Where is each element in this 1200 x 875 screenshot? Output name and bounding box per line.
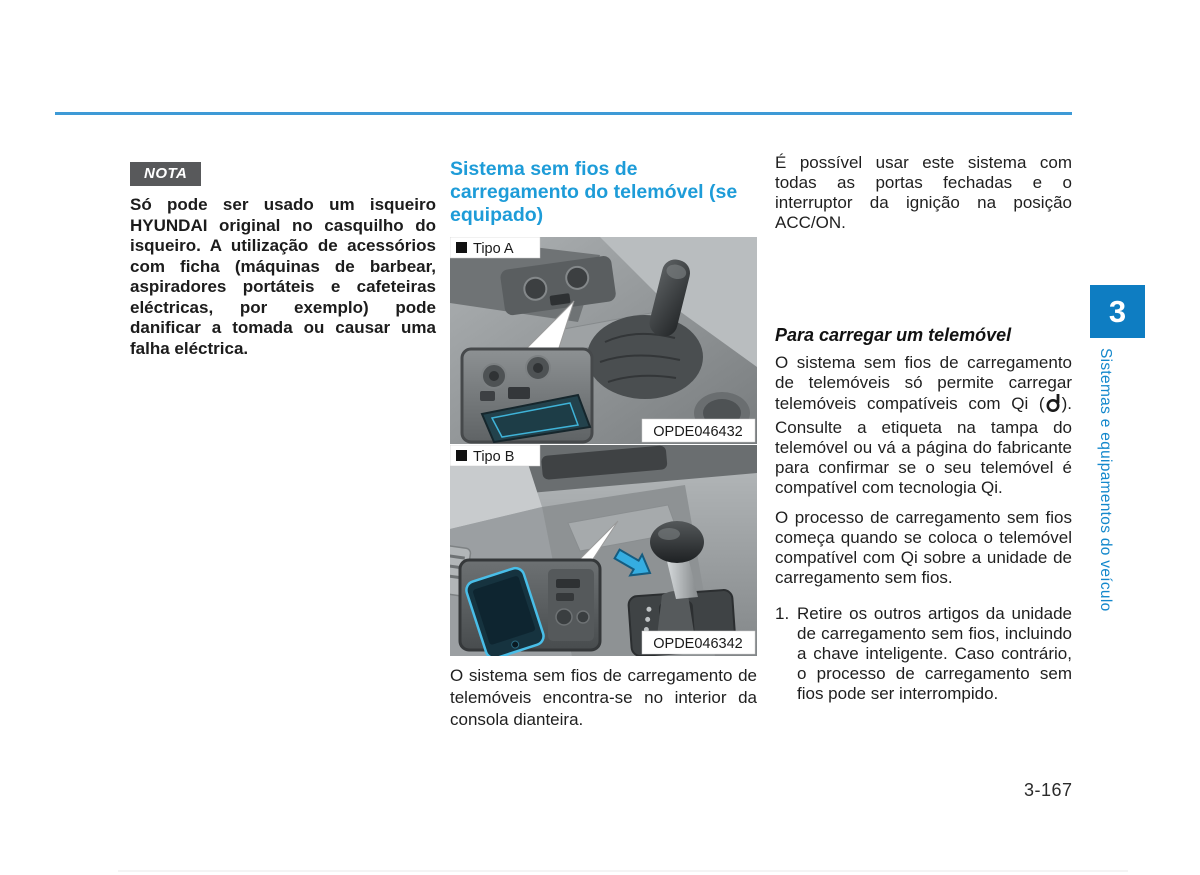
figure-caption: O sistema sem fios de carregamento de telemóveis encontra-se no interior da consola dianteira. [450,666,757,729]
subsection-heading: Para carregar um telemóvel [775,325,1012,345]
svg-text:OPDE046342: OPDE046342 [653,636,743,652]
chapter-tab [1090,285,1145,338]
svg-text:OPDE046432: OPDE046432 [653,424,743,440]
list-number: 1. [775,604,790,623]
figure-code-label [642,419,755,442]
figure-tipo-a [450,237,757,444]
nota-body-text: Só pode ser usado um isqueiro HYUNDAI original no casquilho do isqueiro. A utilização de acessórios com ficha (máquinas de barbear, aspiradores portáteis e cafeteiras eléctricas, por exemplo) pode danificar a tomada ou causar uma falha eléctrica. [130,195,436,358]
chapter-label-vertical: Sistemas e equipamentos do veículo [1097,348,1114,612]
right-column [775,153,1072,704]
figure-type-label [450,445,540,466]
svg-text:Tipo A: Tipo A [473,241,514,257]
list-item-1 [775,604,1072,704]
figure-code-label [642,631,755,654]
nota-badge: NOTA [130,162,201,186]
paragraph-acc-on: É possível usar este sistema com todas as portas fechadas e o interruptor da ignição na posição ACC/ON. [775,153,1072,232]
console-photo-tipo-b [450,445,757,656]
numbered-list [775,604,1072,704]
list-text: Retire os outros artigos da unidade de carregamento sem fios, incluindo a chave inteligente. Caso contrário, o processo de carregamento sem fios pode ser interrompido. [797,604,1072,703]
inset-charging-tray [462,349,592,442]
section-heading: Sistema sem fios de carregamento do telemóvel (se equipado) [450,158,738,226]
qi-wireless-charging-icon [1046,393,1061,418]
console-photo-tipo-a [450,237,757,444]
black-square-marker [456,450,467,461]
top-divider-rule [55,112,1072,115]
inset-phone-on-pad [460,560,600,656]
paragraph-charging-process: O processo de carregamento sem fios começa quando se coloca o telemóvel compatível com Qi sobre a unidade de carregamento sem fios. [775,508,1072,587]
black-square-marker [456,242,467,253]
page-number: 3-167 [1024,780,1073,800]
middle-column [450,158,757,731]
svg-text:Tipo B: Tipo B [473,449,515,465]
figure-type-label [450,237,540,258]
chapter-number: 3 [1108,293,1127,329]
left-column [130,162,436,359]
paragraph-qi-compatibility: O sistema sem fios de carregamento de telemóveis só permite carregar telemóveis compatíveis com Qi ( ). Consulte a etiqueta na tampa do telemóvel ou vá a página do fabricante para confirmar se o seu telemóvel é compatível com tecnologia Qi. [775,353,1072,497]
bottom-faint-rule [118,870,1128,872]
figure-tipo-b [450,445,757,656]
